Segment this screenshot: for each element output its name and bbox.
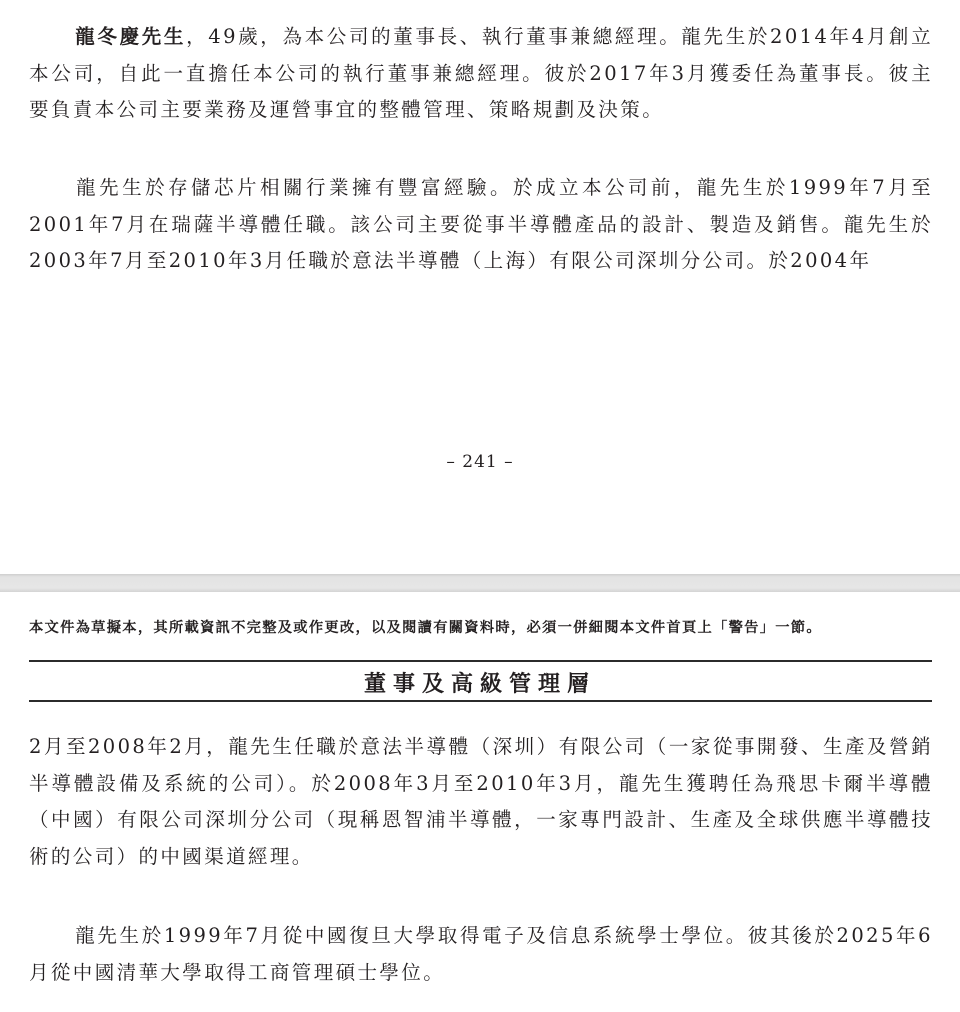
- paragraph-text: 龍先生於存儲芯片相關行業擁有豐富經驗。於成立本公司前，龍先生於1999年7月至2001年7月在瑞薩半導體任職。該公司主要從事半導體產品的設計、製造及銷售。龍先生於2003年7月至2010年3月任職於意法半導體（上海）有限公司深圳分公司。於2004年: [29, 176, 933, 272]
- biography-paragraph-continued: [29, 729, 933, 875]
- paragraph-text: 2月至2008年2月，龍先生任職於意法半導體（深圳）有限公司（一家從事開發、生產及營銷半導體設備及系統的公司）。於2008年3月至2010年3月，龍先生獲聘任為飛思卡爾半導體（中國）有限公司深圳分公司（現稱恩智浦半導體，一家專門設計、生產及全球供應半導體技術的公司）的中國渠道經理。: [29, 735, 933, 868]
- biography-paragraph-intro: [29, 19, 933, 129]
- section-title: 董事及高級管理層: [363, 671, 596, 697]
- paragraph-text: ，49歲，為本公司的董事長、執行董事兼總經理。龍先生於2014年4月創立本公司，自此一直擔任本公司的執行董事兼總經理。彼於2017年3月獲委任為董事長。彼主要負責本公司主要業務及運營事宜的整體管理、策略規劃及決策。: [29, 25, 933, 121]
- header-rule-top: [29, 660, 932, 662]
- page-number: – 241 –: [446, 452, 514, 472]
- biography-paragraph-education: [29, 918, 933, 991]
- page-separator: [0, 574, 960, 592]
- biography-paragraph-experience: [29, 170, 933, 280]
- director-name: 龍冬慶先生: [75, 25, 187, 48]
- draft-notice-banner: 本文件為草擬本，其所載資訊不完整及或作更改，以及閱讀有關資料時，必須一併細閱本文件首頁上「警告」一節。: [29, 620, 822, 636]
- header-rule-bottom: [29, 700, 932, 702]
- paragraph-text: 龍先生於1999年7月從中國復旦大學取得電子及信息系統學士學位。彼其後於2025年6月從中國清華大學取得工商管理碩士學位。: [29, 924, 933, 984]
